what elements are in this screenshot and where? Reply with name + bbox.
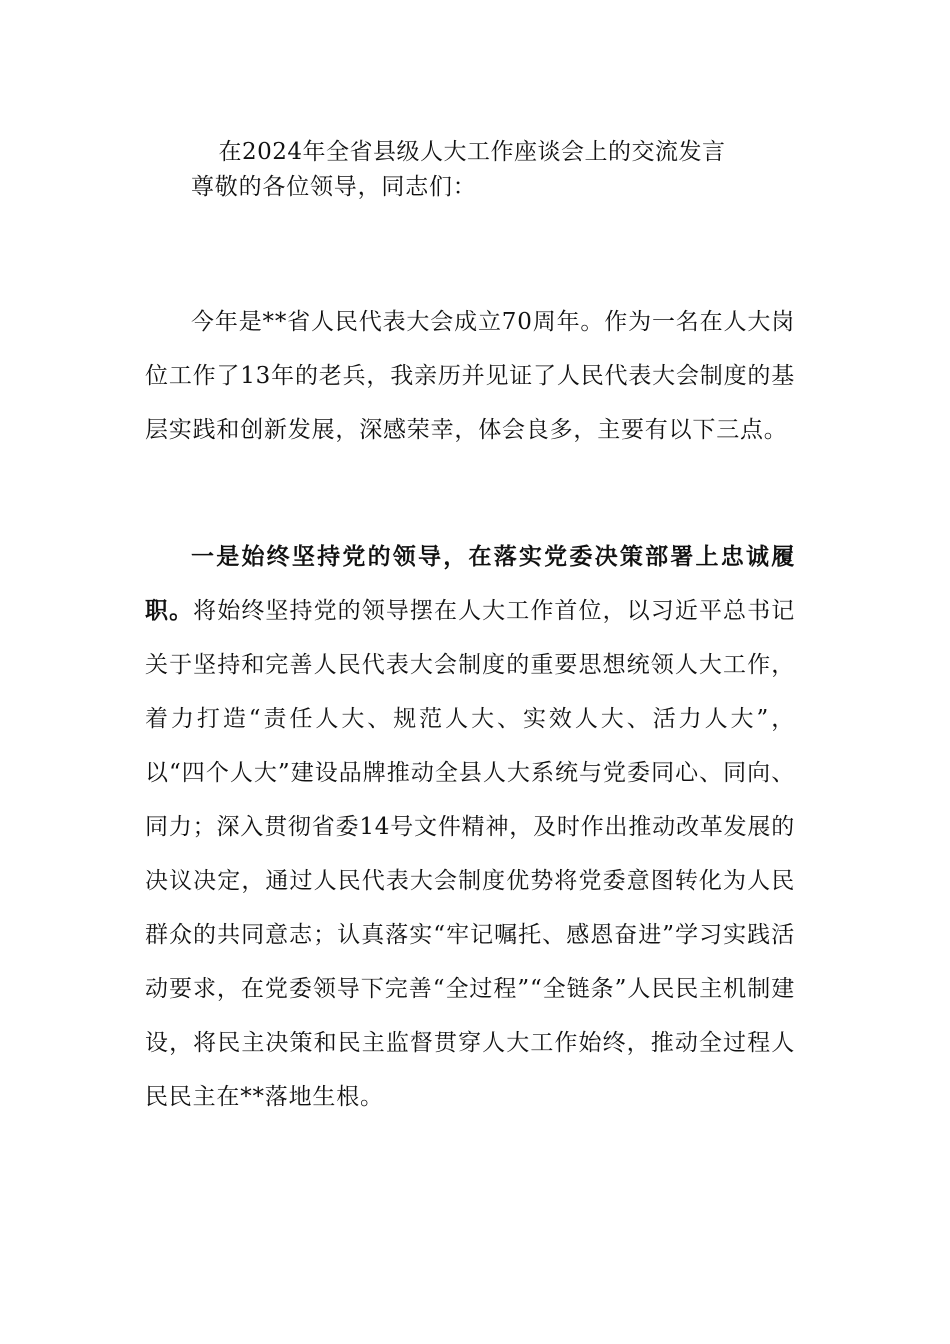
document-title: 在2024年全省县级人大工作座谈会上的交流发言 xyxy=(218,139,726,165)
point-one-heading: 一是始终坚持党的领导，在落实党委决策部署上忠诚履职。 xyxy=(145,543,795,624)
point-one-paragraph xyxy=(145,530,795,1124)
intro-paragraph: 今年是**省人民代表大会成立70周年。作为一名在人大岗位工作了13年的老兵，我亲历并见证了人民代表大会制度的基层实践和创新发展，深感荣幸，体会良多，主要有以下三点。 xyxy=(145,309,795,443)
point-one-body: 将始终坚持党的领导摆在人大工作首位，以习近平总书记关于坚持和完善人民代表大会制度的重要思想统领人大工作，着力打造“责任人大、规范人大、实效人大、活力人大”，以“四个人大”建设品牌推动全县人大系统与党委同心、同向、同力；深入贯彻省委14号文件精神，及时作出推动改革发展的决议决定，通过人民代表大会制度优势将党委意图转化为人民群众的共同意志；认真落实“牢记嘱托、感恩奋进”学习实践活动要求，在党委领导下完善“全过程”“全链条”人民民主机制建设，将民主决策和民主监督贯穿人大工作始终，推动全过程人民民主在**落地生根。 xyxy=(145,598,795,1110)
salutation: 尊敬的各位领导，同志们： xyxy=(191,174,477,200)
